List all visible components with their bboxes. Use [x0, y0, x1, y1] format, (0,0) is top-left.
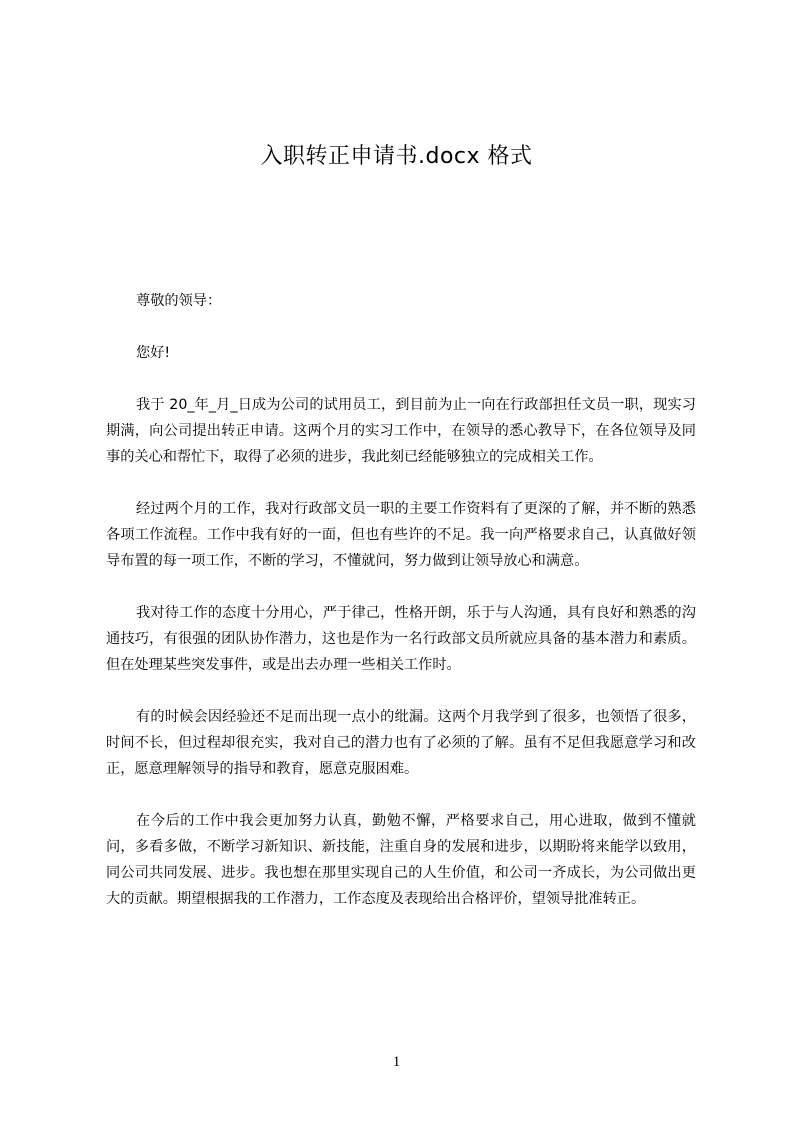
paragraph-1: 我于 20_年_月_日成为公司的试用员工，到目前为止一向在行政部担任文员一职，现实习期满，向公司提出转正申请。这两个月的实习工作中，在领导的悉心教导下，在各位领导及同事的关心和帮忙下，取得了必须的进步，我此刻已经能够独立的完成相关工作。: [106, 397, 696, 465]
salutation: 尊敬的领导：: [136, 293, 222, 309]
document-title: 入职转正申请书.docx 格式: [260, 144, 533, 169]
paragraph-3: 我对待工作的态度十分用心，严于律己，性格开朗，乐于与人沟通，具有良好和熟悉的沟通技巧，有很强的团队协作潜力，这也是作为一名行政部文员所就应具备的基本潜力和素质。但在处理某些突发事件，或是出去办理一些相关工作时。: [106, 605, 696, 673]
paragraph-4: 有的时候会因经验还不足而出现一点小的纰漏。这两个月我学到了很多，也领悟了很多，时间不长，但过程却很充实，我对自己的潜力也有了必须的了解。虽有不足但我愿意学习和改正，愿意理解领导的指导和教育，愿意克服困难。: [106, 709, 696, 777]
page-number: 1: [392, 1054, 401, 1070]
greeting: 您好!: [136, 345, 171, 361]
paragraph-5: 在今后的工作中我会更加努力认真，勤勉不懈，严格要求自己，用心进取，做到不懂就问，多看多做，不断学习新知识、新技能，注重自身的发展和进步，以期盼将来能学以致用，同公司共同发展、进步。我也想在那里实现自己的人生价值，和公司一齐成长，为公司做出更大的贡献。期望根据我的工作潜力，工作态度及表现给出合格评价，望领导批准转正。: [106, 813, 696, 907]
document-body: [106, 288, 696, 938]
paragraph-2: 经过两个月的工作，我对行政部文员一职的主要工作资料有了更深的了解，并不断的熟悉各项工作流程。工作中我有好的一面，但也有些许的不足。我一向严格要求自己，认真做好领导布置的每一项工作，不断的学习，不懂就问，努力做到让领导放心和满意。: [106, 501, 696, 569]
